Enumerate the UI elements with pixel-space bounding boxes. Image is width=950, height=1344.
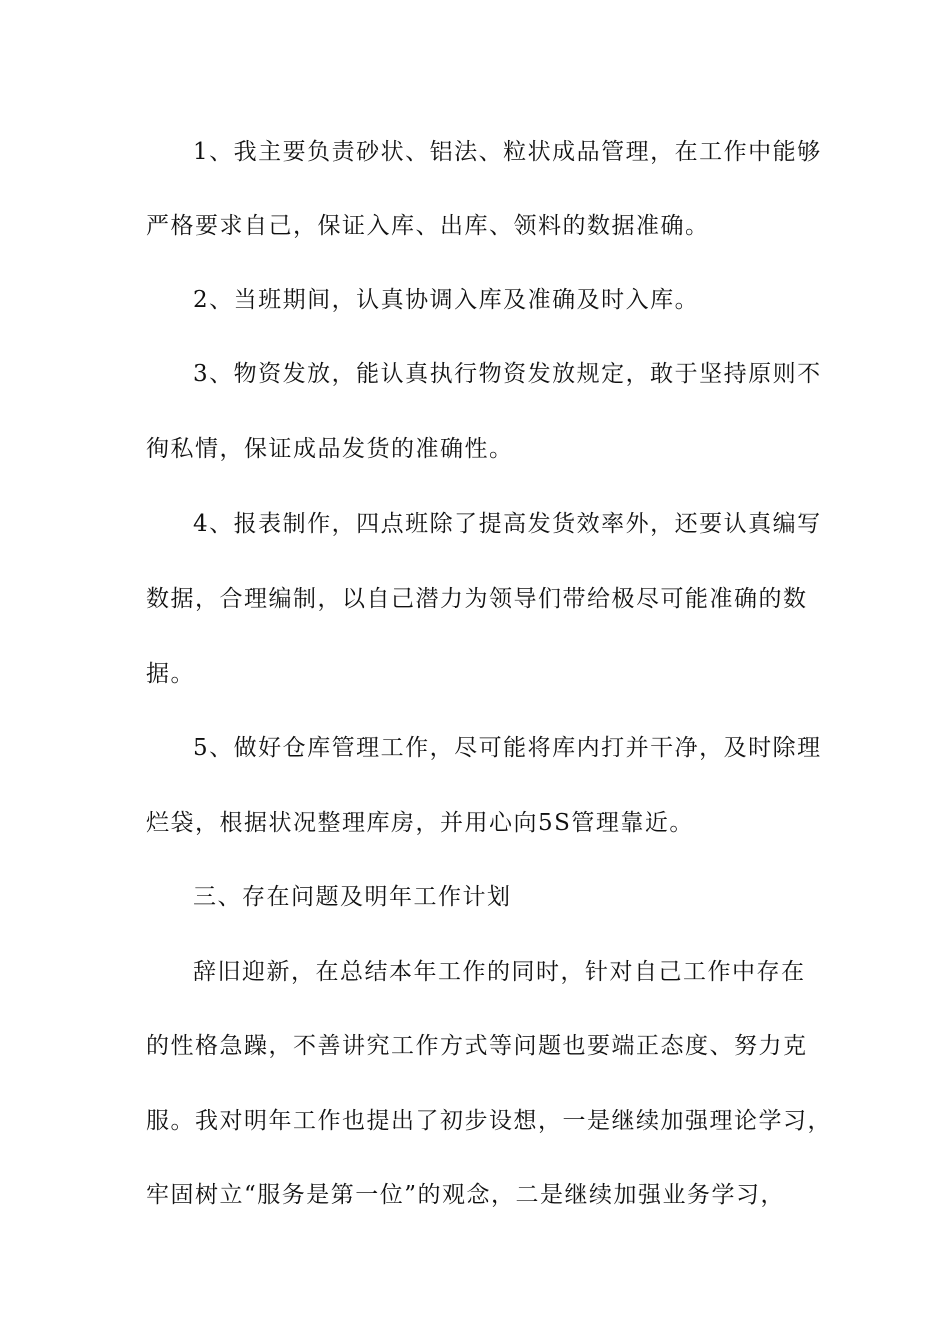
paragraph-line: 3、物资发放，能认真执行物资发放规定，敢于坚持原则不 [193,361,822,387]
paragraph-line: 严格要求自己，保证入库、出库、领料的数据准确。 [146,213,710,239]
paragraph-line: 4、报表制作，四点班除了提高发货效率外，还要认真编写 [193,511,822,537]
paragraph-line: 5、做好仓库管理工作，尽可能将库内打并干净，及时除理 [193,735,822,761]
paragraph-line: 据。 [146,661,195,687]
paragraph-line: 徇私情，保证成品发货的准确性。 [146,436,514,462]
paragraph-line: 的性格急躁，不善讲究工作方式等问题也要端正态度、努力克 [146,1033,808,1059]
paragraph-line: 牢固树立“服务是第一位”的观念，二是继续加强业务学习， [146,1182,786,1208]
paragraph-line: 服。我对明年工作也提出了初步设想，一是继续加强理论学习， [146,1108,832,1134]
paragraph-line: 1、我主要负责砂状、铝法、粒状成品管理，在工作中能够 [193,139,822,165]
paragraph-line: 数据，合理编制，以自己潜力为领导们带给极尽可能准确的数 [146,586,808,612]
paragraph-line: 辞旧迎新，在总结本年工作的同时，针对自己工作中存在 [193,959,806,985]
paragraph-line: 烂袋，根据状况整理库房，并用心向5S管理靠近。 [146,810,694,836]
paragraph-line: 2、当班期间，认真协调入库及准确及时入库。 [193,287,700,313]
section-heading: 三、存在问题及明年工作计划 [193,884,512,910]
